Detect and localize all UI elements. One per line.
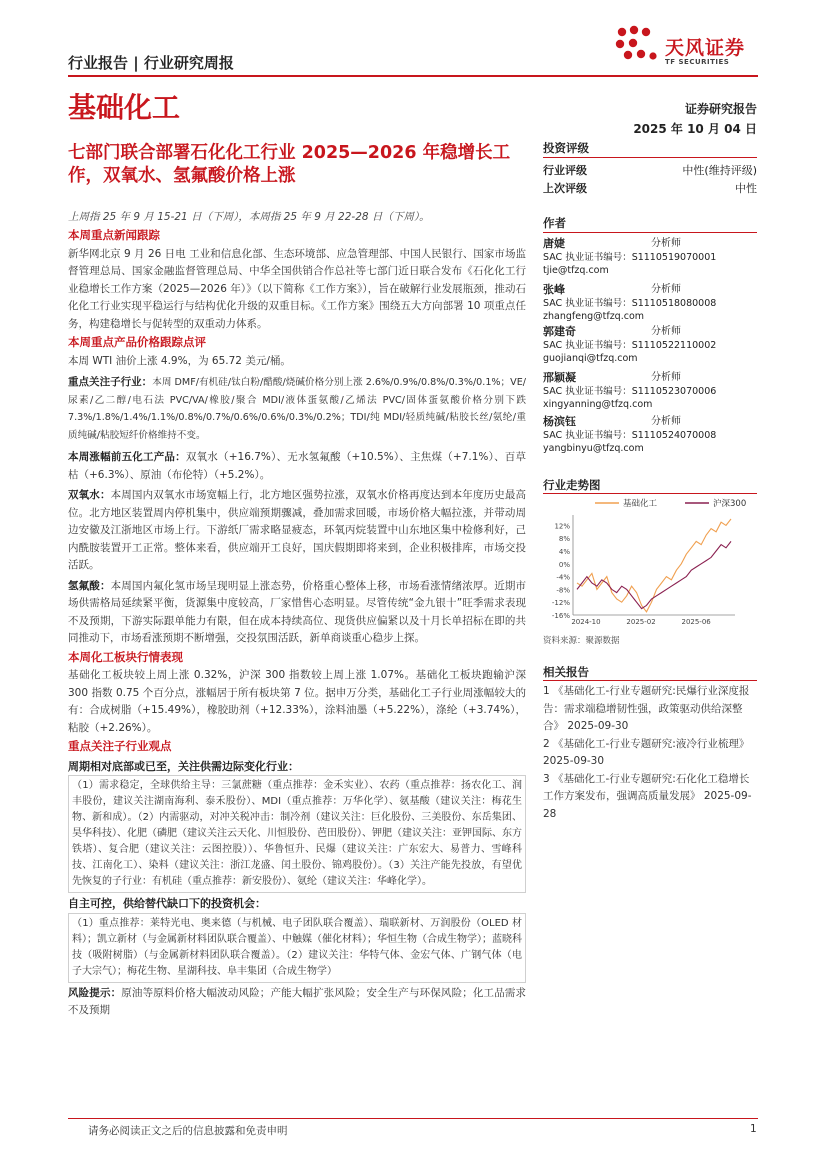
author-email[interactable]: guojianqi@tfzq.com (543, 353, 638, 364)
related-report-item[interactable]: 2 《基础化工-行业专题研究:液冷行业梳理》 2025-09-30 (543, 737, 750, 767)
author-role: 分析师 (651, 372, 681, 383)
brand-name-en: TF SECURITIES (665, 58, 730, 66)
y-tick-label: -12% (551, 599, 570, 608)
report-title: 七部门联合部署石化化工行业 2025—2026 年稳增长工作，双氧水、氢氟酸价格上涨 (68, 143, 511, 186)
disclaimer: 请务必阅读正文之后的信息披露和免责申明 (88, 1125, 288, 1137)
x-tick-label: 2025-02 (626, 618, 656, 626)
h2o2-label: 双氧水： (68, 489, 111, 501)
author-cert: SAC 执业证书编号：S1110524070008 (543, 429, 717, 441)
focus-text: 本周 DMF/有机硅/钛白粉/醋酸/烧碱价格分别上涨 2.6%/0.9%/0.8%/0.3%/0.1%；VE/尿素/乙二醇/电石法 PVC/VA/橡胶/聚合 MDI/液体蛋氨酸/乙烯法 PVC/固体蛋氨酸价格分别下跌 7.3%/1.8%/1.4%/1.1%/0.8%/0.7%/0.6%/0.6%/0.3%/0.2%；TDI/纯 MDI/轻质纯碱/粘胶长丝/氨纶/重质纯碱/粘胶短纤价格维持不变。 (68, 377, 526, 441)
risk-paragraph (68, 985, 526, 1020)
x-tick-label: 2025-06 (681, 618, 711, 626)
author-email[interactable]: zhangfeng@tfzq.com (543, 311, 645, 322)
cycle-heading: 周期相对底部或已至，关注供需边际变化行业： (68, 759, 299, 773)
related-list (543, 683, 757, 823)
wti-text: 本周 WTI 油价上涨 4.9%，为 65.72 美元/桶。 (68, 354, 291, 367)
author-email[interactable]: xingyanning@tfzq.com (543, 399, 653, 410)
hf-label: 氢氟酸： (68, 579, 111, 592)
y-tick-label: 12% (554, 522, 570, 531)
brand-name: 天风证券 (665, 37, 746, 59)
author-name: 杨滨钰 (543, 415, 576, 428)
top5-text: 双氧水（+16.7%）、无水氢氟酸（+10.5%）、主焦煤（+7.1%）、百草枯（+6.3%）、原油（布伦特）（+5.2%）。 (68, 451, 527, 481)
y-tick-label: -16% (551, 612, 570, 620)
h2o2-paragraph (68, 487, 526, 575)
author-name: 郭建奇 (543, 325, 576, 338)
author-role: 分析师 (651, 238, 681, 249)
y-tick-label: 8% (558, 535, 570, 544)
author-cert: SAC 执业证书编号：S1110523070006 (543, 385, 717, 397)
hf-text: 本周国内氟化氢市场呈现明显上涨态势，价格重心整体上移，市场看涨情绪浓厚。近期市场供需格局延续紧平衡，货源集中度较高，厂家惜售心态明显。尽管传统“金九银十”旺季需求表现不及预期，下游实际跟单能力有限，但在成本持续高位、现货供应偏紧以及十月长单招标在即的共同推动下，市场看涨预期不断增强，交投氛围活跃，新单商谈重心稳步上探。 (68, 579, 527, 644)
chart-source: 资料来源：聚源数据 (543, 636, 620, 646)
prev-rating-label: 上次评级 (543, 182, 587, 195)
y-tick-label: 4% (558, 548, 570, 556)
focus-paragraph (68, 374, 526, 444)
rating-value: 中性(维持评级) (682, 164, 757, 177)
author-cert: SAC 执业证书编号：S1110518080008 (543, 297, 717, 309)
prev-rating-value: 中性 (735, 182, 757, 195)
author-role: 分析师 (651, 326, 681, 337)
rating-label: 行业评级 (543, 164, 587, 177)
prev-rating-row (543, 180, 757, 196)
industry-name: 基础化工 (68, 91, 181, 124)
rating-row (543, 162, 757, 178)
author-block (543, 371, 757, 412)
author-name: 邢颖凝 (543, 371, 576, 384)
brand-logo-icon (612, 24, 660, 64)
author-block (543, 283, 757, 324)
footer-divider (68, 1118, 758, 1119)
risk-label: 风险提示： (68, 986, 122, 999)
hf-paragraph (68, 578, 526, 648)
indep-heading: 自主可控，供给替代缺口下的投资机会： (68, 897, 266, 910)
author-email[interactable]: yangbinyu@tfzq.com (543, 443, 644, 454)
author-role: 分析师 (651, 284, 681, 295)
related-heading: 相关报告 (543, 665, 589, 679)
y-tick-label: -4% (556, 573, 570, 582)
products-heading: 本周重点产品价格跟踪点评 (68, 335, 206, 349)
sector-heading: 本周化工板块行情表现 (68, 649, 183, 664)
authors-heading: 作者 (543, 216, 566, 230)
indep-box: （1）重点推荐：莱特光电、奥来德（与机械、电子团队联合覆盖）、瑞联新材、万润股份（OLED 材料）；凯立新材（与金属新材料团队联合覆盖）、中触媒（催化材料）；华恒生物（合成生物学）；蓝晓科技（吸附树脂）（与金属新材料团队联合覆盖）。（2）建议关注：华特气体、金宏气体、广钢气体（电子大宗气）；梅花生物、星湖科技、阜丰集团（合成生物学） (68, 913, 526, 983)
related-divider (543, 680, 757, 681)
author-block (543, 415, 757, 456)
y-tick-label: -8% (556, 586, 570, 595)
focus-label: 重点关注子行业： (68, 376, 153, 388)
author-block (543, 237, 757, 278)
author-cert: SAC 执业证书编号：S1110522110002 (543, 339, 717, 351)
page-number: 1 (750, 1123, 757, 1135)
author-name: 唐婕 (543, 237, 565, 250)
news-text: 新华网北京 9 月 26 日电 工业和信息化部、生态环境部、应急管理部、中国人民银行、国家市场监督管理总局、国家金融监督管理总局、中华全国供销合作总社等七部门近日联合发布《石化化工行业稳增长工作方案（2025—2026 年）》（以下简称《工作方案》），旨在破解行业发展瓶颈，推动石化化工行业实现平稳运行与结构优化升级的双重目标。《工作方案》围绕五大方向部署 10 项重点任务，构建稳增长与促转型的双重动力体系。 (68, 247, 526, 330)
cycle-box: （1）需求稳定，全球供给主导：三氯蔗糖（重点推荐：金禾实业）、农药（重点推荐：扬农化工、润丰股份，建议关注湖南海利、泰禾股份）、MDI（重点推荐：万华化学）、氨基酸（建议关注：梅花生物、新和成）。（2）内需驱动，对冲关税冲击：制冷剂（建议关注：巨化股份、三美股份、东岳集团、昊华科技）、化肥（磷肥（建议关注云天化、川恒股份、芭田股份）、钾肥（建议关注：亚钾国际、东方铁塔）、复合肥（建议关注：云图控股））、华鲁恒升、民爆（建议关注：广东宏大、易普力、雪峰科技、江南化工）、染料（建议关注：浙江龙盛、闰土股份、锦鸡股份）。（3）关注产能先投放，有望优先恢复的子行业：有机硅（重点推荐：新安股份）、氨纶（建议关注：华峰化学）。 (68, 775, 526, 893)
report-date: 2025 年 10 月 04 日 (633, 122, 757, 136)
author-role: 分析师 (651, 416, 681, 427)
period-note: 上周指 25 年 9 月 15-21 日（下周），本周指 25 年 9 月 22-28 日（下周）。 (68, 211, 430, 223)
x-tick-label: 2024-10 (571, 618, 601, 626)
author-cert: SAC 执业证书编号：S1110519070001 (543, 251, 717, 263)
author-block (543, 325, 757, 366)
views-heading: 重点关注子行业观点 (68, 739, 172, 753)
trend-heading: 行业走势图 (543, 478, 601, 492)
legend-label: 沪深300 (713, 499, 747, 509)
sector-text: 基础化工板块较上周上涨 0.32%，沪深 300 指数较上周上涨 1.07%。基础化工板块跑输沪深 300 指数 0.75 个百分点，涨幅居于所有板块第 7 位。据申万分类，基础化工子行业周涨幅较大的有：合成树脂（+15.49%），橡胶助剂（+12.33%），涂料油墨（+5.22%），涤纶（+3.74%），粘胶（+2.26%）。 (68, 669, 526, 734)
h2o2-text: 本周国内双氧水市场宽幅上行，北方地区强势拉涨，双氧水价格再度达到本年度历史最高位。北方地区装置周内停机集中，供应端预期骤减，叠加需求回暖，市场价格大幅拉涨，并带动周边安徽及江浙地区市场上行。下游纸厂需求略显疲态，环氧丙烷装置中山东地区集中检修利好，己内酰胺装置开工正常。整体来看，供应端开工良好，国庆假期即将来到，企业积极排库，市场交投活跃。 (68, 489, 527, 571)
top5-label: 本周涨幅前五化工产品： (68, 451, 186, 463)
y-tick-label: 0% (558, 560, 570, 569)
legend-label: 基础化工 (623, 499, 658, 509)
top5-paragraph (68, 449, 526, 484)
author-name: 张峰 (543, 283, 565, 296)
related-report-item[interactable]: 3 《基础化工-行业专题研究:石化化工稳增长工作方案发布，强调高质量发展》 2025-09-28 (543, 772, 752, 820)
series-line (577, 541, 731, 608)
news-heading: 本周重点新闻跟踪 (68, 228, 160, 242)
main-content (68, 226, 526, 1020)
author-email[interactable]: tjie@tfzq.com (543, 265, 609, 276)
authors-divider (543, 232, 757, 233)
related-report-item[interactable]: 1 《基础化工-行业专题研究:民爆行业深度报告：需求端稳增韧性强，政策驱动供给深整合》 2025-09-30 (543, 685, 750, 732)
report-type: 证券研究报告 (684, 102, 757, 116)
trend-divider (543, 493, 757, 494)
header-divider (68, 75, 758, 77)
report-category: 行业报告 | 行业研究周报 (68, 54, 234, 72)
risk-text: 原油等原料价格大幅波动风险；产能大幅扩张风险；安全生产与环保风险；化工品需求不及预期 (68, 986, 527, 1016)
rating-divider (543, 157, 757, 158)
rating-heading: 投资评级 (543, 141, 589, 155)
industry-trend-chart (543, 495, 757, 629)
